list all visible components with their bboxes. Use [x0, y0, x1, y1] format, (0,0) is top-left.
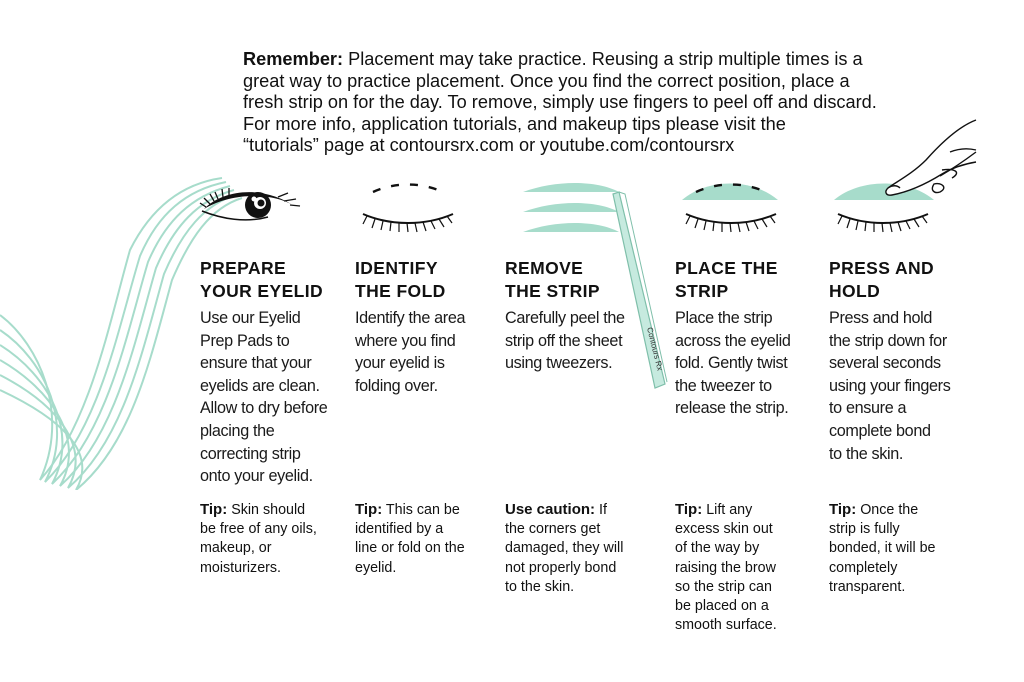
step-title-line: IDENTIFY: [355, 258, 438, 278]
tip-line: raising the brow: [675, 559, 776, 576]
step-body-line: fold. Gently twist: [675, 354, 788, 373]
step-title: [200, 257, 327, 303]
step-body-line: across the eyelid: [675, 331, 791, 350]
step-description: [355, 307, 465, 397]
step-body-line: the tweezer to: [675, 376, 772, 395]
step-body-line: folding over.: [355, 376, 438, 395]
step-prepare-eyelid: [200, 257, 327, 488]
tip-line: of the way by: [675, 540, 760, 557]
tweezer-brand: Contours Rx: [645, 326, 665, 372]
step-body-line: where you find: [355, 331, 456, 350]
step-description: [675, 307, 791, 420]
step-title: [355, 257, 465, 303]
tip-line: moisturizers.: [200, 559, 282, 576]
step-body-line: Use our Eyelid: [200, 309, 301, 327]
step-body-line: release the strip.: [675, 399, 789, 418]
step-body-line: using tweezers.: [505, 354, 613, 373]
tip-line: smooth surface.: [675, 617, 777, 634]
tip-line: Lift any: [702, 502, 753, 518]
tip-line: excess skin out: [675, 521, 773, 538]
tip-line: Once the: [856, 502, 919, 518]
tip-line: If: [595, 502, 607, 518]
step-description: [200, 307, 327, 488]
tip-label: Tip:: [829, 501, 857, 518]
tip-line: be free of any oils,: [200, 521, 317, 538]
step-body-line: strip off the sheet: [505, 331, 623, 350]
step-body-line: your eyelid is: [355, 354, 445, 373]
step-title-line: REMOVE: [505, 258, 584, 278]
tip-line: bonded, it will be: [829, 540, 936, 557]
finger-press-eye-icon: [830, 112, 990, 234]
tip-line: Skin should: [227, 502, 306, 518]
tip-line: damaged, they will: [505, 540, 624, 557]
tip-place-strip: [675, 500, 777, 635]
step-title: [505, 257, 625, 303]
step-description: [505, 307, 625, 375]
tip-label: Use caution:: [505, 501, 596, 518]
tip-press-hold: [829, 500, 936, 597]
remember-line-5: “tutorials” page at contoursrx.com or youtube.com/contoursrx: [243, 135, 735, 156]
step-body-line: eyelids are clean.: [200, 376, 320, 395]
step-body-line: to ensure a: [829, 399, 907, 418]
step-body-line: Carefully peel the: [505, 309, 625, 327]
step-body-line: Prep Pads to: [200, 331, 290, 350]
tip-prepare-eyelid: [200, 500, 317, 578]
remember-line-3: fresh strip on for the day. To remove, simply use fingers to peel off and discard.: [243, 92, 877, 113]
step-body-line: to the skin.: [829, 444, 904, 463]
step-body-line: Place the strip: [675, 309, 773, 327]
step-description: [829, 307, 950, 465]
closed-eye-fold-icon: [355, 178, 460, 233]
tip-line: not properly bond: [505, 559, 617, 576]
step-body-line: placing the: [200, 421, 275, 440]
step-identify-fold: [355, 257, 465, 397]
tip-line: line or fold on the: [355, 540, 465, 557]
finger-icon: [886, 120, 976, 195]
tip-label: Tip:: [675, 501, 703, 518]
step-title-line: HOLD: [829, 281, 881, 301]
tip-line: makeup, or: [200, 540, 272, 557]
tip-label: Tip:: [200, 501, 228, 518]
step-place-strip: [675, 257, 791, 420]
tip-line: This can be: [382, 502, 460, 518]
step-body-line: ensure that your: [200, 354, 312, 373]
eye-strip-placement-icon: [678, 178, 783, 233]
step-title-line: PLACE THE: [675, 258, 778, 278]
tip-remove-strip: [505, 500, 623, 597]
step-body-line: Allow to dry before: [200, 399, 328, 418]
step-body-line: complete bond: [829, 421, 931, 440]
remember-line-1: Placement may take practice. Reusing a strip multiple times is a: [348, 49, 863, 69]
step-title: [829, 257, 950, 303]
open-eye-icon: [196, 183, 306, 228]
tip-line: the corners get: [505, 521, 601, 538]
step-press-hold: [829, 257, 950, 465]
step-body-line: Press and hold: [829, 309, 933, 327]
tip-line: strip is fully: [829, 521, 900, 538]
tip-line: be placed on a: [675, 598, 769, 615]
tip-line: transparent.: [829, 578, 906, 595]
remember-line-4: For more info, application tutorials, and makeup tips please visit the: [243, 113, 786, 134]
tip-line: completely: [829, 559, 898, 576]
step-body-line: several seconds: [829, 354, 941, 373]
step-remove-strip: [505, 257, 625, 375]
tip-line: so the strip can: [675, 578, 772, 595]
step-title-line: PRESS AND: [829, 258, 935, 278]
remember-label: Remember:: [243, 49, 344, 69]
tip-line: identified by a: [355, 521, 444, 538]
step-body-line: onto your eyelid.: [200, 467, 313, 486]
step-title: [675, 257, 791, 303]
step-title-line: PREPARE: [200, 258, 287, 278]
tip-line: to the skin.: [505, 578, 575, 595]
step-body-line: Identify the area: [355, 309, 466, 327]
step-body-line: correcting strip: [200, 444, 301, 463]
step-body-line: the strip down for: [829, 331, 947, 350]
step-title-line: THE STRIP: [505, 281, 600, 301]
step-title-line: STRIP: [675, 281, 729, 301]
remember-line-2: great way to practice placement. Once you find the correct position, place a: [243, 70, 850, 91]
step-title-line: THE FOLD: [355, 281, 446, 301]
tip-label: Tip:: [355, 501, 383, 518]
step-body-line: using your fingers: [829, 376, 951, 395]
tip-identify-fold: [355, 500, 465, 578]
tip-line: eyelid.: [355, 559, 397, 576]
step-title-line: YOUR EYELID: [200, 281, 324, 301]
